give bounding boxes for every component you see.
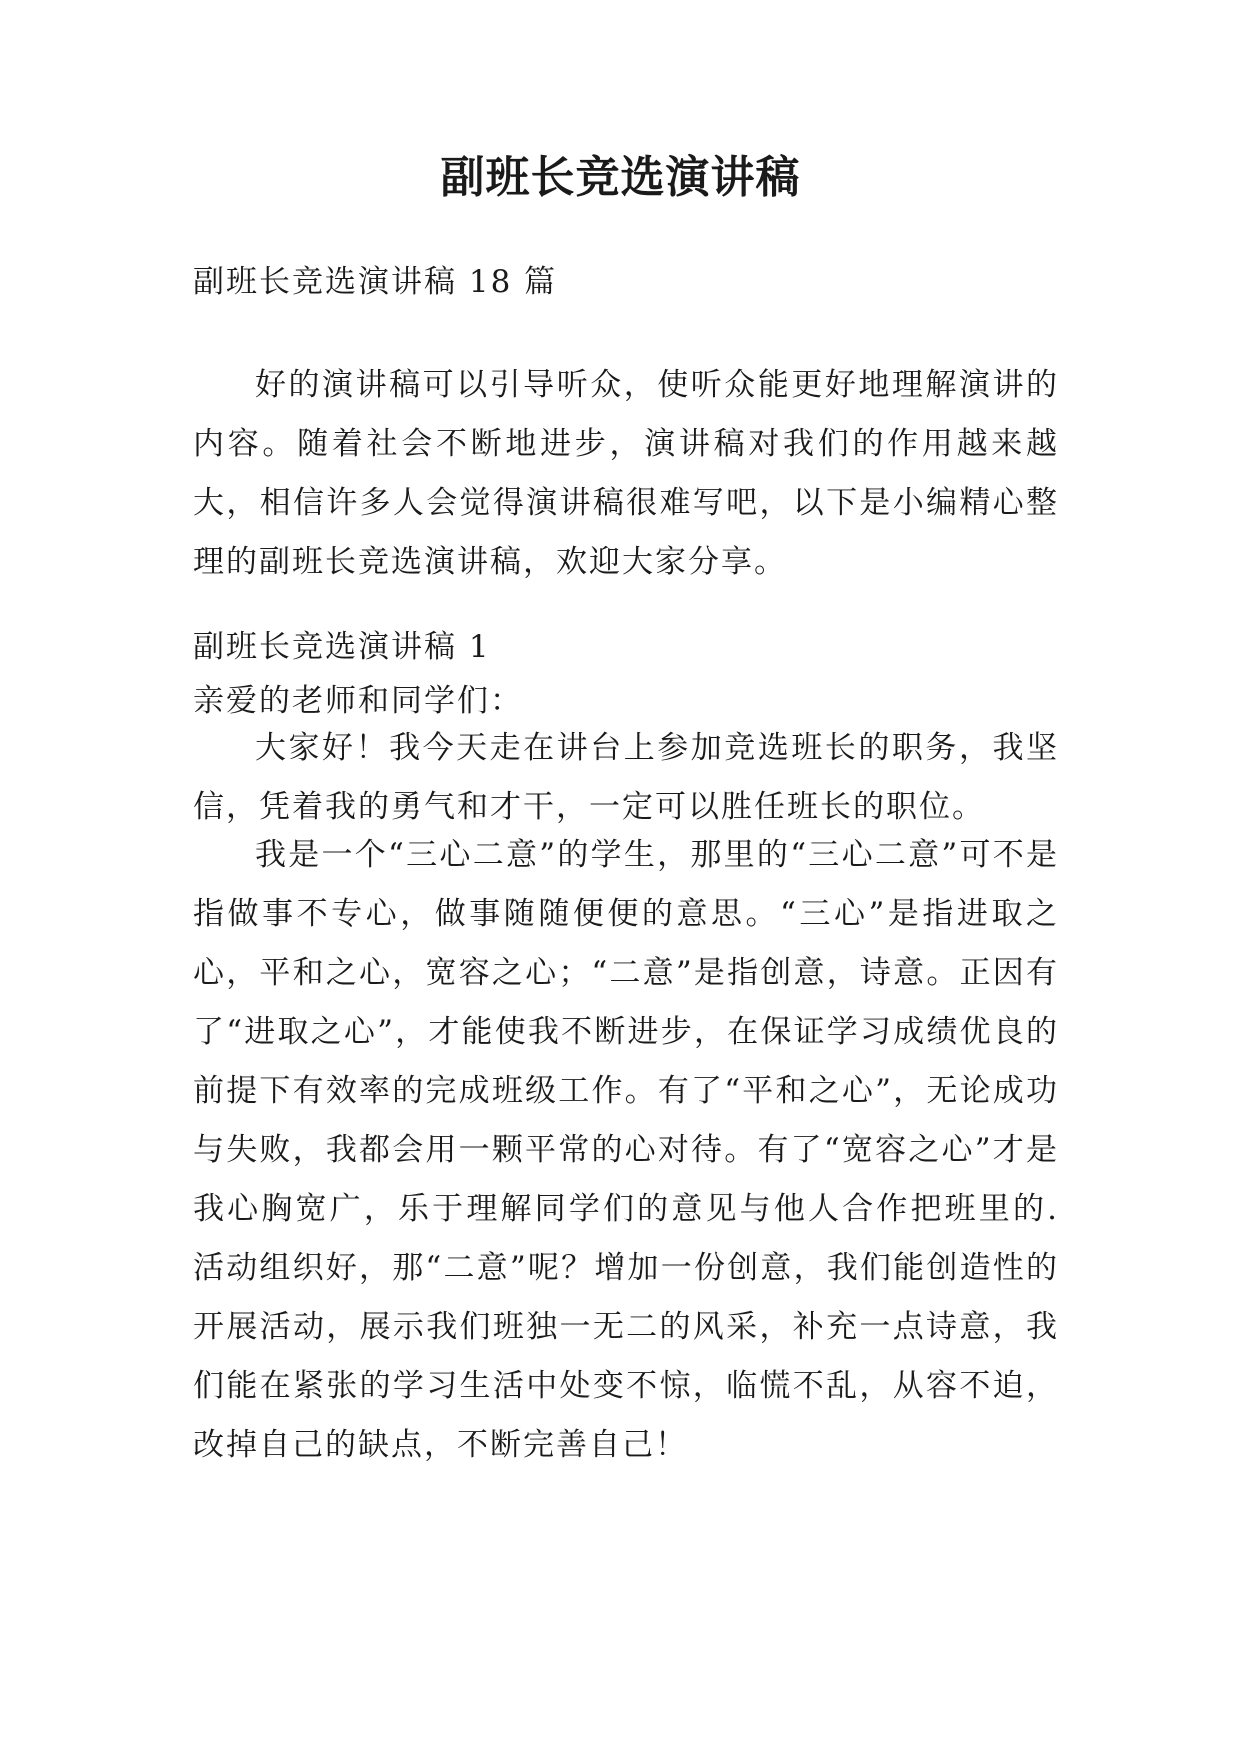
intro-paragraph: 好的演讲稿可以引导听众，使听众能更好地理解演讲的内容。随着社会不断地进步，演讲稿对我们的作用越来越大，相信许多人会觉得演讲稿很难写吧，以下是小编精心整理的副班长竞选演讲稿，欢迎大家分享。 — [193, 367, 1059, 580]
salutation: 亲爱的老师和同学们： — [193, 683, 523, 719]
document-title: 副班长竞选演讲稿 — [440, 152, 801, 203]
section-heading: 副班长竞选演讲稿 1 — [193, 629, 491, 665]
document-subtitle: 副班长竞选演讲稿 18 篇 — [193, 264, 558, 300]
body-paragraph-2: 我是一个“三心二意”的学生，那里的“三心二意”可不是指做事不专心，做事随随便便的意思。“三心”是指进取之心，平和之心，宽容之心；“二意”是指创意，诗意。正因有了“进取之心”，才能使我不断进步，在保证学习成绩优良的前提下有效率的完成班级工作。有了“平和之心”，无论成功与失败，我都会用一颗平常的心对待。有了“宽容之心”才是我心胸宽广，乐于理解同学们的意见与他人合作把班里的.活动组织好，那“二意”呢？增加一份创意，我们能创造性的开展活动，展示我们班独一无二的风采，补充一点诗意，我们能在紧张的学习生活中处变不惊，临慌不乱，从容不迫，改掉自己的缺点，不断完善自己！ — [193, 837, 1059, 1463]
body-paragraph-1: 大家好！我今天走在讲台上参加竞选班长的职务，我坚信，凭着我的勇气和才干，一定可以胜任班长的职位。 — [193, 730, 1059, 825]
